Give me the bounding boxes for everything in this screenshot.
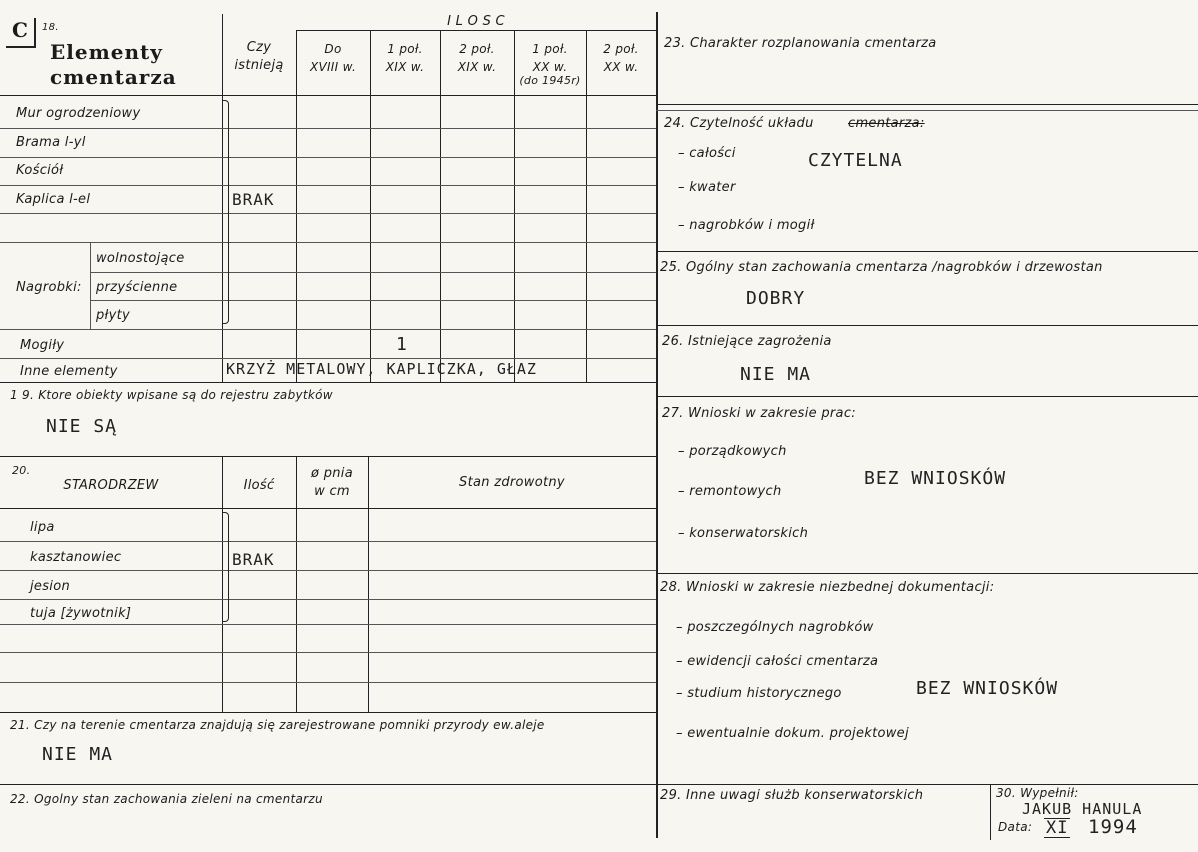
s24-bottom	[656, 251, 1198, 252]
s29-label: 29. Inne uwagi służb konserwatorskich	[660, 788, 924, 803]
tree-row-line	[0, 599, 656, 600]
row-line	[0, 242, 656, 243]
s28-studium: – studium historycznego	[676, 686, 842, 701]
col-do: Do	[324, 42, 342, 56]
row-inne: Inne elementy	[20, 364, 118, 379]
row-plyty: płyty	[96, 308, 130, 323]
tree-table-bottom	[0, 712, 656, 713]
row-przyscienne: przyścienne	[96, 280, 178, 295]
col-xviii: XVIII w.	[309, 60, 357, 74]
header-istnieja: istnieją	[234, 58, 284, 73]
brace-trees	[222, 512, 229, 622]
s20-number: 20.	[12, 464, 31, 477]
s28-ewentualnie: – ewentualnie dokum. projektowej	[676, 726, 909, 741]
s20-w-cm: w cm	[314, 484, 350, 499]
s23-label: 23. Charakter rozplanowania cmentarza	[664, 36, 937, 51]
elements-brak: BRAK	[232, 190, 275, 209]
s27-konserwatorskich: – konserwatorskich	[678, 526, 809, 541]
col-do-1945: (do 1945r)	[519, 74, 581, 87]
tree-row-line	[0, 570, 656, 571]
col-xix-1: XIX w.	[385, 60, 425, 74]
header-bottom	[0, 95, 656, 96]
s26-bottom	[656, 396, 1198, 397]
nagrobki-divider	[90, 242, 91, 329]
col-1pol-xx: 1 poł.	[532, 42, 568, 56]
s28-ewidencji: – ewidencji całości cmentarza	[676, 654, 879, 669]
s23-bottom	[656, 104, 1198, 105]
s20-stan: Stan zdrowotny	[459, 475, 565, 490]
tree-row-line	[0, 682, 656, 683]
s30-divider	[990, 784, 991, 840]
row-line	[0, 185, 656, 186]
s20-pnia: ø pnia	[311, 466, 353, 481]
s24-strike: cmentarza:	[848, 116, 925, 131]
s24-label: 24. Czytelność układu	[664, 116, 814, 131]
row-line	[0, 157, 656, 158]
col-1pol-xix: 1 poł.	[387, 42, 423, 56]
nagrobki-label: Nagrobki:	[16, 280, 82, 295]
row-mur: Mur ogrodzeniowy	[16, 106, 141, 121]
row-line	[90, 300, 656, 301]
tree-lipa: lipa	[30, 520, 55, 535]
row-line	[0, 358, 656, 359]
row-line	[0, 329, 656, 330]
s28-nagrobkow: – poszczególnych nagrobków	[676, 620, 874, 635]
trees-brak: BRAK	[232, 550, 275, 569]
header-czy: Czy	[246, 40, 272, 55]
s28-value: BEZ WNIOSKÓW	[916, 678, 1059, 699]
s19-label: 1 9. Ktore obiekty wpisane są do rejestru zabytków	[10, 388, 333, 402]
s21-bottom	[0, 784, 1198, 785]
section-number: 18.	[42, 22, 59, 33]
row-mogily: Mogiły	[20, 338, 65, 353]
row-wolnostojace: wolnostojące	[96, 251, 185, 266]
row-kaplica: Kaplica l-el	[16, 192, 91, 207]
row-line	[0, 128, 656, 129]
section-letter: C	[12, 18, 29, 42]
s19-bottom	[0, 456, 656, 457]
ilosc-underline	[296, 30, 656, 31]
s24-nagrobkow: – nagrobków i mogił	[678, 218, 815, 233]
s25-label: 25. Ogólny stan zachowania cmentarza /nagrobków i drzewostan	[660, 260, 1103, 275]
col-xx-1: XX w.	[532, 60, 568, 74]
s24-kwater: – kwater	[678, 180, 736, 195]
s22-label: 22. Ogolny stan zachowania zieleni na cmentarzu	[10, 792, 323, 806]
col-xx-2: XX w.	[603, 60, 639, 74]
col-2pol-xx: 2 poł.	[603, 42, 639, 56]
row-kosciol: Kościół	[16, 163, 64, 178]
s30-name: JAKUB HANULA	[1022, 800, 1143, 818]
s25-value: DOBRY	[746, 288, 806, 309]
s27-porzadkowych: – porządkowych	[678, 444, 787, 459]
col-2pol-xix: 2 poł.	[459, 42, 495, 56]
s27-value: BEZ WNIOSKÓW	[864, 468, 1007, 489]
header-ilosc: I L O S C	[447, 14, 505, 29]
tree-jesion: jesion	[30, 579, 70, 594]
tree-col-divider-3	[368, 456, 369, 712]
s24-value: CZYTELNA	[808, 150, 903, 171]
row-line	[90, 272, 656, 273]
mogily-value: 1	[396, 334, 408, 355]
center-divider	[656, 12, 658, 838]
s27-bottom	[656, 573, 1198, 574]
tree-kasztanowiec: kasztanowiec	[30, 550, 122, 565]
s21-label: 21. Czy na terenie cmentarza znajdują się zarejestrowane pomniki przyrody ew.aleje	[10, 718, 545, 732]
s27-remontowych: – remontowych	[678, 484, 782, 499]
tree-tuja: tuja [żywotnik]	[30, 606, 132, 621]
tree-row-line	[0, 652, 656, 653]
title-line2: cmentarza	[50, 65, 177, 89]
row-line	[0, 213, 656, 214]
tree-row-line	[0, 624, 656, 625]
s20-ilosc: Ilość	[243, 478, 275, 493]
tree-header-bottom	[0, 508, 656, 509]
s19-value: NIE SĄ	[46, 416, 118, 437]
s30-data-label: Data:	[998, 820, 1033, 834]
s30-date-month: XI	[1046, 818, 1069, 838]
s27-label: 27. Wnioski w zakresie prac:	[662, 406, 856, 421]
s21-value: NIE MA	[42, 744, 114, 765]
s25-bottom	[656, 325, 1198, 326]
s26-label: 26. Istniejące zagrożenia	[662, 334, 832, 349]
s30-date-year: 1994	[1088, 816, 1138, 838]
title-line1: Elementy	[50, 40, 163, 64]
inne-value: KRZYŻ METALOWY, KAPLICZKA, GŁAZ	[226, 360, 537, 378]
row-brama: Brama l-yl	[16, 135, 86, 150]
col-xix-2: XIX w.	[457, 60, 497, 74]
s26-value: NIE MA	[740, 364, 812, 385]
s30-label: 30. Wypełnił:	[996, 786, 1079, 800]
brace-elements	[222, 100, 229, 324]
s24-calosci: – całości	[678, 146, 736, 161]
s28-label: 28. Wnioski w zakresie niezbednej dokumentacji:	[660, 580, 995, 595]
table-bottom	[0, 382, 656, 383]
tree-row-line	[0, 541, 656, 542]
s23-bottom-2	[656, 110, 1198, 111]
s20-title: STARODRZEW	[63, 478, 159, 493]
